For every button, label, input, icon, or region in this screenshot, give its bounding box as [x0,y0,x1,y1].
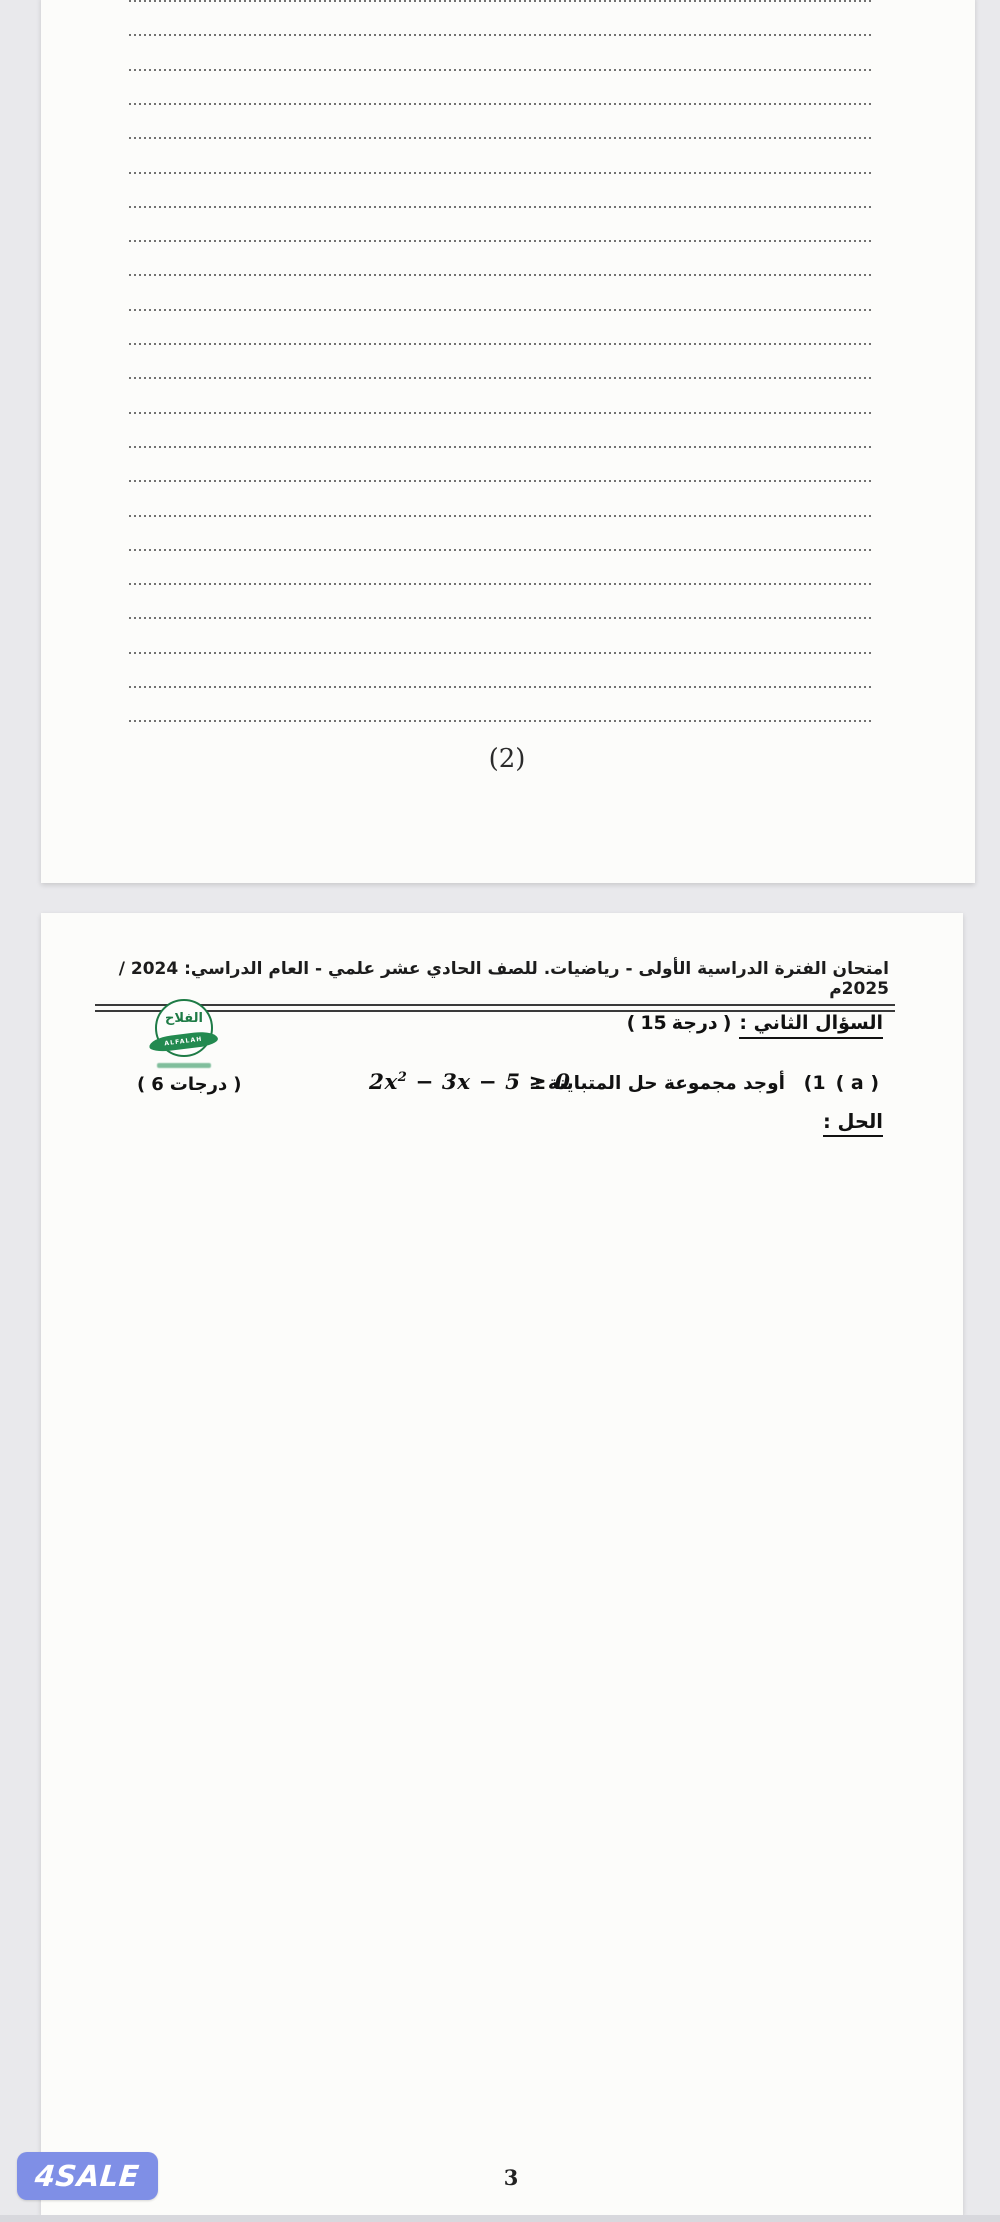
4sale-watermark-label: 4SALE [33,2159,142,2193]
marks-value: 15 [640,1012,667,1034]
paren-open: ( [137,1074,146,1095]
ruled-lines-area [129,0,873,740]
page-number: 3 [503,2165,519,2190]
ruled-line [129,686,873,688]
page-number-label: (2) [488,744,526,774]
ruled-line [129,34,873,36]
ruled-line [129,69,873,71]
ruled-line [129,103,873,105]
inequality-expression [369,1070,570,1095]
question-heading-marks [627,1012,732,1034]
paren-close: ) [233,1074,242,1095]
exam-header-title: امتحان الفترة الدراسية الأولى - رياضيات. للصف الحادي عشر علمي - العام الدراسي: 2024 / 2025م [118,959,889,999]
exam-question-page [41,913,963,2215]
ruled-line [129,377,873,379]
math-exponent: 2 [397,1070,408,1085]
marks-unit: درجات [169,1074,228,1095]
school-logo-circle [155,999,213,1057]
question-numbering [804,1072,879,1094]
school-logo-latin-name: ALFALAH [163,1035,203,1048]
school-logo [145,999,223,1068]
question-prompt: أوجد مجموعة حل المتباينة : [534,1073,785,1094]
ruled-line [129,240,873,242]
question-heading [627,1012,883,1039]
ruled-line [129,343,873,345]
ruled-line [129,652,873,654]
ruled-line [129,480,873,482]
ruled-line [129,549,873,551]
ruled-line [129,137,873,139]
ruled-line [129,515,873,517]
marks-unit: درجة [671,1012,718,1034]
paren-open: ( [626,1012,636,1034]
answer-sheet-page [41,0,975,883]
bottom-edge-strip [0,2215,1000,2222]
ruled-line [129,274,873,276]
ruled-line [129,446,873,448]
ruled-line [129,720,873,722]
ruled-line [129,0,873,2]
paren-close: ) [722,1012,732,1034]
ruled-line [129,309,873,311]
math-rest: − 3x − 5 ≥ 0 [407,1070,571,1096]
ruled-line [129,617,873,619]
question-part-label: ( a ) [835,1072,879,1094]
question-line [41,1068,963,1110]
school-logo-arabic-name: الفلاح [165,1011,203,1026]
4sale-watermark-badge [17,2152,158,2200]
ruled-line [129,206,873,208]
math-term: 2x [369,1070,398,1096]
school-logo-ribbon [148,1030,218,1053]
ruled-line [129,412,873,414]
marks-value: 6 [151,1074,164,1095]
question-heading-title: السؤال الثاني : [739,1012,883,1039]
question-marks [137,1074,241,1095]
question-item-number: (1 [803,1072,826,1094]
solution-label: الحل : [823,1110,883,1137]
ruled-line [129,583,873,585]
ruled-line [129,172,873,174]
